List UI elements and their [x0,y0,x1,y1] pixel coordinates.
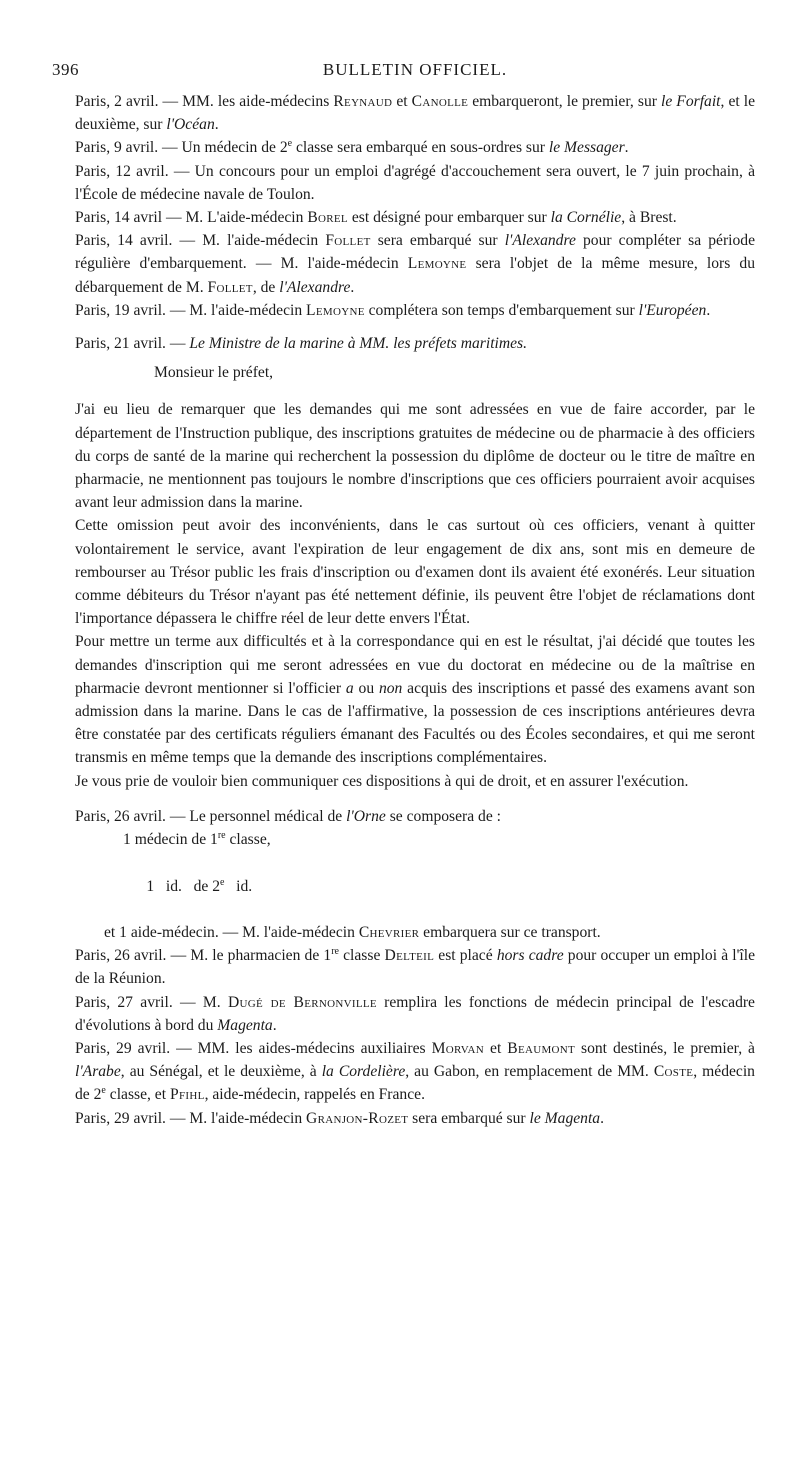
entry-text: , au Sénégal, et le deuxième, à [120,1063,322,1081]
superscript: re [331,945,339,957]
emphasis: non [378,679,403,697]
list-text: 1 médecin de 1 [123,831,218,849]
entry-text: classe sera embarqué en sous-ordres sur [292,139,549,157]
entry-date: Paris, 2 avril. — [75,93,183,110]
entry-text: Paris, 12 avril. — Un concours pour un emploi d'agrégé d'accouchement sera ouvert, le 7 juin prochain, à l'École de médecine navale de Toulon. [75,162,755,203]
list-item [121,851,755,921]
person-name: Lemoyne [407,255,467,273]
person-name: Follet [207,278,253,296]
entry-text: Paris, 9 avril. — Un médecin de 2 [75,139,288,157]
person-name: Lemoyne [306,301,365,319]
entry-text: Paris, 14 avril. — M. l'aide-médecin [75,232,326,250]
person-name: Reynaud [333,93,393,110]
entry-text: , aide-médecin, rappelés en France. [204,1086,425,1104]
entry-text: classe [338,947,385,965]
entry-text: est placé [434,947,497,965]
entry-text: et [392,93,412,110]
letter-paragraph [75,630,755,769]
emphasis: hors cadre [496,947,564,965]
entry-text: acquis des inscriptions et passé des examens avant son admission dans la marine. Dans le cas de l'affirmative, la possession de ces inscriptions antérieures devra être constatée par des certificats réguliers émanant des Facultés ou des Écoles secondaires, et qui me seront transmis en même temps que la demande des inscriptions complémentaires. [75,679,756,767]
person-name: Morvan [431,1039,485,1057]
entry-text: Paris, 26 avril. — Le personnel médical de [75,807,347,825]
entry-text: est désigné pour embarquer sur [347,209,551,227]
running-title: BULLETIN OFFICIEL. [322,60,508,79]
entry-text: , et le deuxième, sur [75,93,756,134]
list-item [121,828,755,851]
person-name: Follet [325,232,371,250]
entry-text: , à Brest. [621,209,677,227]
ship-name: l'Européen [638,301,707,319]
salutation: Monsieur le préfet, [154,364,274,382]
letter-paragraph: Cette omission peut avoir des inconvénients, dans le cas surtout où ces officiers, venant à quitter volontairement le service, avant l'expiration de leur engagement de dix ans, sont mis en demeure de rembourser au Trésor public les frais d'inscription ou d'examen dont ils avaient été exonérés. Leur situation comme débiteurs du Trésor n'ayant pas été nettement définie, ils peuvent être l'objet de réclamations dont l'importance dépassera le chiffre réel de leur dette envers l'État. [75,517,755,628]
person-name: Canolle [411,93,469,110]
superscript: e [220,876,225,888]
entry-paragraph [75,991,755,1037]
list-text: et 1 aide-médecin. — M. l'aide-médecin [104,923,359,941]
entry-text: Paris, 19 avril. — M. l'aide-médecin [75,301,307,319]
ship-name: l'Océan [166,116,215,134]
entry-text: . [214,116,219,134]
emphasis: a [345,679,354,697]
entry-text: pour occuper un emploi à l'île de la Réunion. [75,947,755,988]
entry-text: . [350,278,355,296]
entry-paragraph [75,160,755,206]
entry-paragraph [75,206,755,229]
entry-paragraph [75,229,755,299]
ship-name: le Magenta [529,1109,601,1127]
person-name: Pfihl [169,1086,205,1104]
person-name: Coste [653,1063,694,1081]
entry-text: sera l'objet de la même mesure, lors du débarquement de M. [75,255,755,296]
entry-date: Paris, 21 avril. — [75,335,190,353]
entry-text: MM. les aide-médecins [182,93,334,110]
entry-text: Paris, 27 avril. — M. [75,993,228,1011]
list-text: embarquera sur ce transport. [419,923,601,941]
entry-text: classe, et [105,1086,170,1104]
ship-name: la Cordelière [321,1063,406,1081]
entry-text: , de [252,278,280,296]
ship-name: Magenta [217,1016,273,1034]
circular-heading [75,332,755,355]
page-header [52,58,755,84]
entry-paragraph [75,136,755,159]
letter-paragraph: Je vous prie de vouloir bien communiquer ces dispositions à qui de droit, et en assurer l'exécution. [75,772,689,790]
superscript: e [101,1085,106,1097]
ship-name: l'Alexandre [504,232,576,250]
person-name: Beaumont [507,1039,576,1057]
entry-text: , médecin de 2 [75,1063,755,1104]
entry-text: complétera son temps d'embarquement sur [364,301,639,319]
person-name: Granjon-Rozet [306,1109,409,1127]
list-text: id. [224,877,253,895]
staff-list [75,828,755,921]
person-name: Dugé de Bernonville [228,993,377,1011]
page-number: 396 [52,60,79,79]
entry-text: et [484,1039,508,1057]
ship-name: l'Alexandre [279,278,351,296]
superscript: re [217,829,226,841]
entry-text: . [706,301,711,319]
ship-name: l'Arabe [75,1063,121,1081]
entry-text: , au Gabon, en remplacement de MM. [405,1063,654,1081]
entry-text: sera embarqué sur [370,232,505,250]
entry-text: sont destinés, le premier, à [575,1039,755,1057]
superscript: e [287,138,293,150]
person-name: Delteil [384,947,435,965]
list-item [75,921,755,944]
entry-text: Paris, 14 avril — M. L'aide-médecin [75,209,308,227]
entry-text: pour compléter sa période régulière d'embarquement. — M. l'aide-médecin [75,232,755,273]
circular-title: Le Ministre de la marine à MM. les préfets maritimes. [189,335,528,353]
person-name: Borel [307,209,348,227]
entry-text: Paris, 29 avril. — MM. les aides-médecins auxiliaires [75,1039,432,1057]
person-name: Chevrier [358,923,420,941]
entry-text: ou [353,679,379,697]
entry-paragraph [75,805,755,828]
document-page [52,58,756,1130]
entry-text: Paris, 26 avril. — M. le pharmacien de 1 [75,947,332,965]
entry-text: remplira les fonctions de médecin principal de l'escadre d'évolutions à bord du [75,993,755,1034]
entry-text: embarqueront, le premier, sur [468,93,661,110]
entry-paragraph [75,299,755,322]
entry-text: Pour mettre un terme aux difficultés et à la correspondance qui en est le résultat, j'ai décidé que toutes les demandes d'inscription qui me seront adressées en vue du doctorat en médecine ou de la maîtrise en pharmacie devront mentionner si l'officier [75,633,755,697]
letter-paragraph: J'ai eu lieu de remarquer que les demandes qui me sont adressées en vue de faire accorder, par le département de l'Instruction publique, des inscriptions gratuites de médecine ou de pharmacie à des officiers du corps de santé de la marine qui recherchent la possession du diplôme de docteur ou le titre de maître en pharmacie, ne mentionnent pas toujours le nombre d'inscriptions que ces officiers pourraient avoir acquises avant leur admission dans la marine. [75,401,755,512]
entry-paragraph [75,1107,755,1130]
ship-name: le Messager [548,139,625,157]
entry-text: . [272,1016,277,1034]
entry-text: . [600,1109,605,1127]
list-text: 1 id. de 2 [146,877,221,895]
ship-name: le Forfait [661,93,721,110]
entry-paragraph [75,944,755,990]
ship-name: l'Orne [346,807,386,825]
entry-text: Paris, 29 avril. — M. l'aide-médecin [75,1109,307,1127]
entry-text: . [624,139,629,157]
entry-paragraph [75,1037,755,1107]
list-text: classe, [225,831,271,849]
entry-text: se composera de : [385,807,501,825]
entry-text: sera embarqué sur [408,1109,530,1127]
entry-paragraph [75,90,755,136]
ship-name: la Cornélie [550,209,622,227]
